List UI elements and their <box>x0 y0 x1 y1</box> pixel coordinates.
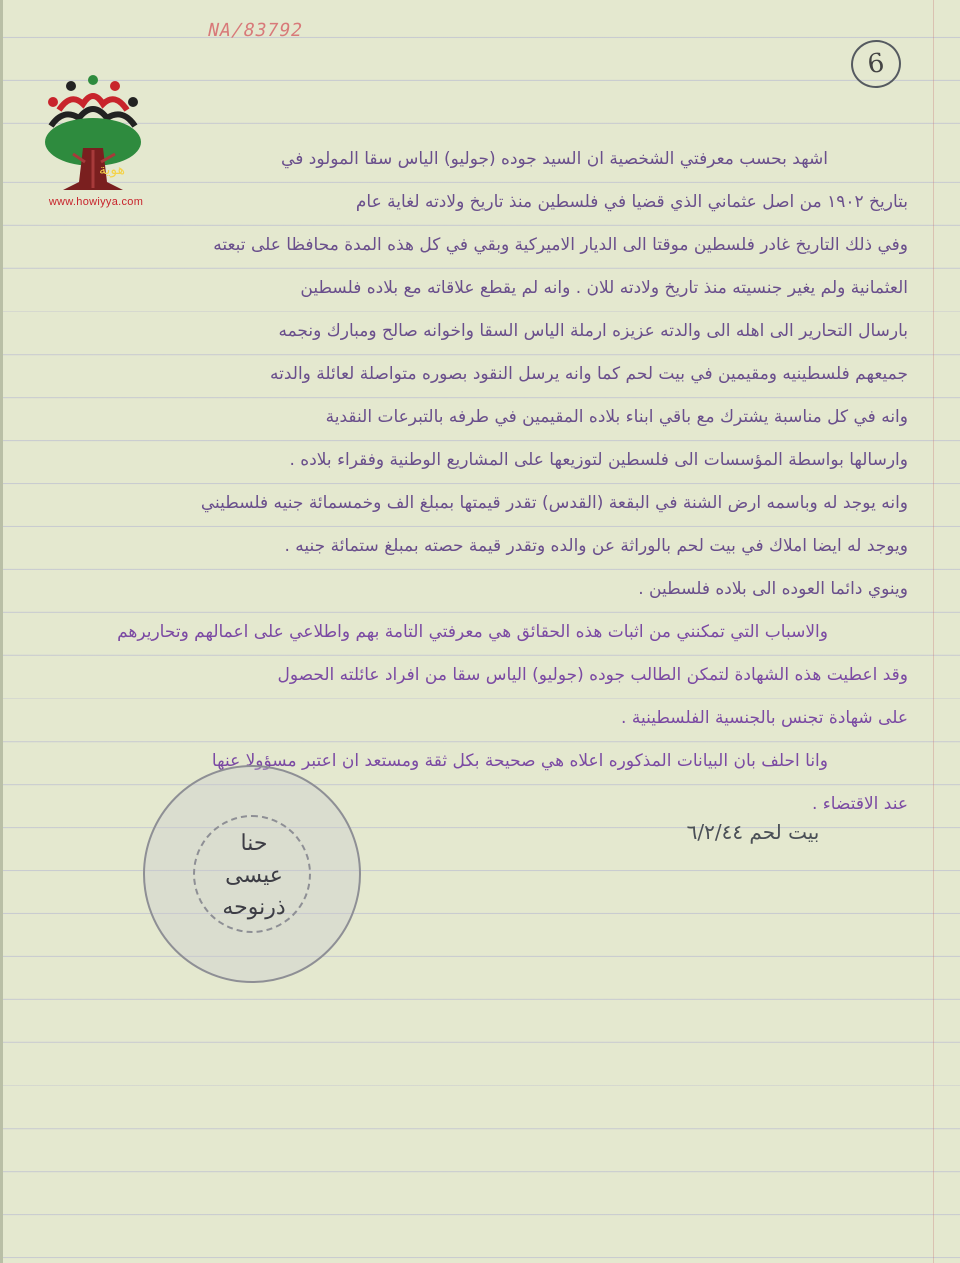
page-number <box>848 37 904 91</box>
letter-body <box>53 138 908 826</box>
letter-line: بتاريخ ١٩٠٢ من اصل عثماني الذي قضيا في فلسطين منذ تاريخ ولادته لغاية عام <box>355 192 908 212</box>
seal-text-line: عيسى <box>225 863 283 888</box>
signature-date: بيت لحم ٦/٢/٤٤ <box>686 820 820 844</box>
letter-line: اشهد بحسب معرفتي الشخصية ان السيد جوده (جوليو) الياس سقا المولود في <box>281 149 828 169</box>
letter-line: وارسالها بواسطة المؤسسات الى فلسطين لتوزيعها على المشاريع الوطنية وفقراء بلاده . <box>289 450 908 470</box>
letter-line: وانه يوجد له وباسمه ارض الشنة في البقعة (القدس) تقدر قيمتها بمبلغ الف وخمسمائة جنيه فلسطيني <box>200 493 908 513</box>
letter-line: والاسباب التي تمكنني من اثبات هذه الحقائق هي معرفتي التامة بهم واطلاعي على اعمالهم وتحاريرهم <box>117 622 828 642</box>
letter-line: بارسال التحارير الى اهله الى والدته عزيزه ارملة الياس السقا واخوانه صالح ومبارك ونجمه <box>278 321 908 341</box>
margin-line <box>933 0 934 1263</box>
letter-line: على شهادة تجنس بالجنسية الفلسطينية . <box>621 708 908 728</box>
letter-line: جميعهم فلسطينيه ومقيمين في بيت لحم كما وانه يرسل النقود بصوره متواصلة لعائلة والدته <box>270 364 908 384</box>
letter-line: وانا احلف بان البيانات المذكوره اعلاه هي صحيحة بكل ثقة ومستعد ان اعتبر مسؤولا عنها <box>211 751 828 771</box>
letter-line: وينوي دائما العوده الى بلاده فلسطين . <box>638 579 908 599</box>
letter-line: العثمانية ولم يغير جنسيته منذ تاريخ ولادته للان . وانه لم يقطع علاقاته مع بلاده فلسطين <box>300 278 908 298</box>
letter-line: وانه في كل مناسبة يشترك مع باقي ابناء بلاده المقيمين في طرفه بالتبرعات النقدية <box>325 407 908 427</box>
letter-line: وفي ذلك التاريخ غادر فلسطين موقتا الى الديار الاميركية وبقي في كل هذه المدة محافظا على تبعته <box>213 235 908 255</box>
reference-number: NA/83792 <box>205 20 305 41</box>
seal-text-line: ذرنوحه <box>222 895 286 920</box>
letter-line: وقد اعطيت هذه الشهادة لتمكن الطالب جوده (جوليو) الياس سقا من افراد عائلته الحصول <box>277 665 908 685</box>
logo-caption: www.howiyya.com <box>48 196 144 208</box>
letter-line: ويوجد له ايضا املاك في بيت لحم بالوراثة عن والده وتقدر قيمة حصته بمبلغ ستمائة جنيه . <box>284 536 908 556</box>
svg-text:هوية: هوية <box>99 162 126 178</box>
page-number-text: 6 <box>865 47 887 81</box>
official-seal <box>143 765 361 983</box>
seal-text-line: حنا <box>240 831 268 856</box>
letter-line: عند الاقتضاء . <box>812 794 908 814</box>
